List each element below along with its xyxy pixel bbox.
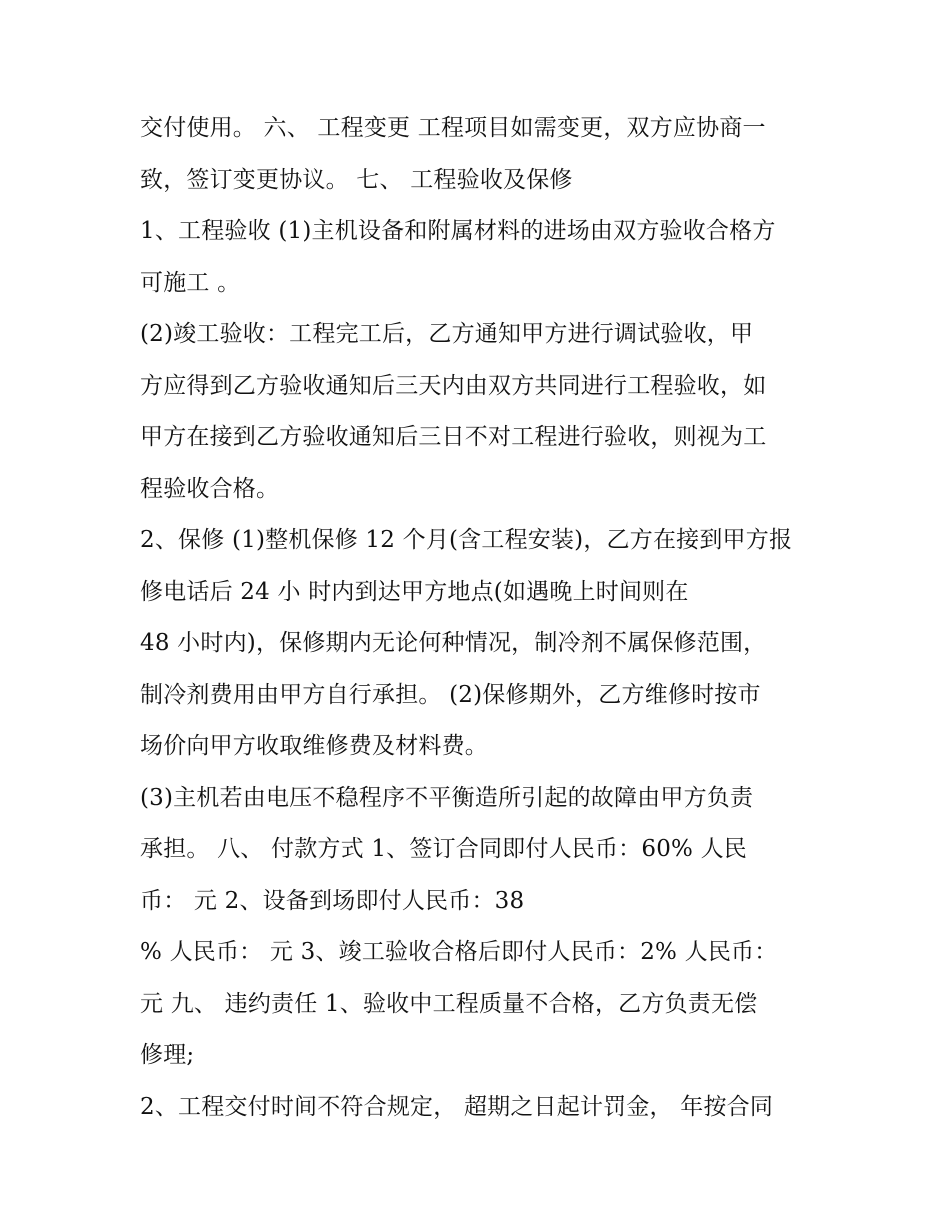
- text-line: 元 九、 违约责任 1、验收中工程质量不合格，乙方负责无偿: [140, 990, 758, 1017]
- text-line: 致，签订变更协议。 七、 工程验收及保修: [140, 166, 573, 193]
- text-line: 程验收合格。: [140, 475, 280, 502]
- text-line: 场价向甲方收取维修费及材料费。: [140, 733, 488, 759]
- text-line: 甲方在接到乙方验收通知后三日不对工程进行验收，则视为工: [140, 424, 767, 450]
- text-line: 1、工程验收 (1)主机设备和附属材料的进场由双方验收合格方: [140, 218, 776, 244]
- text-line: 2、保修 (1)整机保修 12 个月(含工程安装)，乙方在接到甲方报: [140, 527, 793, 553]
- text-line: 方应得到乙方验收通知后三天内由双方共同进行工程验收，如: [140, 372, 767, 399]
- text-line: 币： 元 2、设备到场即付人民币：38: [140, 887, 525, 914]
- text-line: 制冷剂费用由甲方自行承担。 (2)保修期外，乙方维修时按市: [140, 681, 761, 708]
- text-line: 2、工程交付时间不符合规定， 超期之日起计罚金， 年按合同: [140, 1093, 774, 1120]
- text-line: 可施工 。: [140, 269, 241, 296]
- text-line: (3)主机若由电压不稳程序不平衡造所引起的故障由甲方负责: [140, 784, 754, 811]
- text-line: 修电话后 24 小 时内到达甲方地点(如遇晚上时间则在: [140, 578, 689, 605]
- text-line: 承担。 八、 付款方式 1、签订合同即付人民币：60% 人民: [140, 836, 747, 862]
- text-line: 修理;: [140, 1042, 195, 1068]
- text-line: 交付使用。 六、 工程变更 工程项目如需变更，双方应协商一: [140, 115, 766, 141]
- text-line: % 人民币： 元 3、竣工验收合格后即付人民币：2% 人民币：: [140, 939, 778, 965]
- text-line: 48 小时内)，保修期内无论何种情况，制冷剂不属保修范围，: [140, 630, 767, 656]
- text-line: (2)竣工验收：工程完工后，乙方通知甲方进行调试验收，甲: [140, 321, 754, 347]
- document-body: [140, 103, 830, 1133]
